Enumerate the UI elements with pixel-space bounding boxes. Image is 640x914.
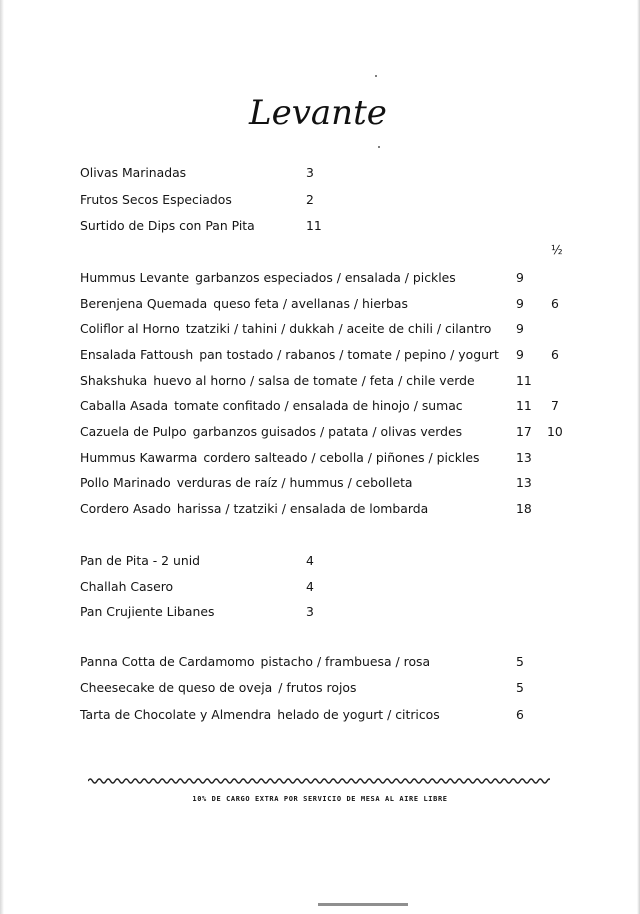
item-price: 9 (516, 270, 524, 285)
item-price: 11 (516, 373, 532, 388)
item-description: cordero salteado / cebolla / piñones / pickles (203, 450, 480, 465)
item-description: / frutos rojos (278, 680, 357, 695)
item-name: Panna Cotta de Cardamomo (80, 654, 255, 669)
item-price: 11 (306, 218, 322, 233)
item-price: 18 (516, 501, 532, 516)
item-price: 17 (516, 424, 532, 439)
item-half-price: 6 (551, 347, 559, 362)
half-portion-header: ½ (551, 243, 563, 257)
item-name: Cordero Asado (80, 501, 171, 516)
item-name: Olivas Marinadas (80, 165, 187, 180)
item-price: 4 (306, 553, 314, 568)
item-name: Cheesecake de queso de oveja (80, 680, 273, 695)
scan-mark (318, 903, 408, 906)
item-description: garbanzos guisados / patata / olivas verdes (192, 424, 463, 439)
item-name: Shakshuka (80, 373, 148, 388)
scan-edge-left (0, 0, 4, 914)
item-description: verduras de raíz / hummus / cebolleta (176, 475, 413, 490)
item-description: harissa / tzatziki / ensalada de lombarda (176, 501, 429, 516)
item-description: tomate confitado / ensalada de hinojo / sumac (174, 398, 463, 413)
item-description: huevo al horno / salsa de tomate / feta / chile verde (153, 373, 475, 388)
item-name: Surtido de Dips con Pan Pita (80, 218, 255, 233)
item-name: Caballa Asada (80, 398, 169, 413)
brand-logo (245, 86, 405, 136)
item-description: queso feta / avellanas / hierbas (213, 296, 408, 311)
item-price: 3 (306, 604, 314, 619)
item-description: tzatziki / tahini / dukkah / aceite de chili / cilantro (185, 321, 492, 336)
speck (378, 146, 380, 148)
item-price: 5 (516, 654, 524, 669)
item-price: 5 (516, 680, 524, 695)
item-name: Pan de Pita - 2 unid (80, 553, 201, 568)
item-description: helado de yogurt / citricos (277, 707, 440, 722)
item-price: 3 (306, 165, 314, 180)
item-price: 9 (516, 296, 524, 311)
item-price: 9 (516, 347, 524, 362)
item-description: pistacho / frambuesa / rosa (260, 654, 431, 669)
item-half-price: 10 (547, 424, 563, 439)
item-price: 4 (306, 579, 314, 594)
item-name: Frutos Secos Especiados (80, 192, 232, 207)
item-half-price: 7 (551, 398, 559, 413)
item-price: 13 (516, 450, 532, 465)
item-name: Ensalada Fattoush (80, 347, 194, 362)
item-name: Pan Crujiente Libanes (80, 604, 215, 619)
item-description: garbanzos especiados / ensalada / pickles (195, 270, 456, 285)
speck (375, 75, 377, 77)
item-half-price: 6 (551, 296, 559, 311)
item-name: Berenjena Quemada (80, 296, 208, 311)
wavy-divider (88, 775, 550, 787)
brand-logo-text: Levante (249, 93, 387, 133)
item-name: Hummus Kawarma (80, 450, 198, 465)
item-name: Coliflor al Horno (80, 321, 180, 336)
item-name: Tarta de Chocolate y Almendra (80, 707, 272, 722)
item-name: Cazuela de Pulpo (80, 424, 187, 439)
item-name: Hummus Levante (80, 270, 190, 285)
item-price: 2 (306, 192, 314, 207)
item-price: 9 (516, 321, 524, 336)
service-charge-note: 10% DE CARGO EXTRA POR SERVICIO DE MESA AL AIRE LIBRE (192, 795, 448, 803)
item-price: 6 (516, 707, 524, 722)
item-name: Challah Casero (80, 579, 174, 594)
item-price: 11 (516, 398, 532, 413)
item-description: pan tostado / rabanos / tomate / pepino / yogurt (199, 347, 499, 362)
item-name: Pollo Marinado (80, 475, 171, 490)
item-price: 13 (516, 475, 532, 490)
